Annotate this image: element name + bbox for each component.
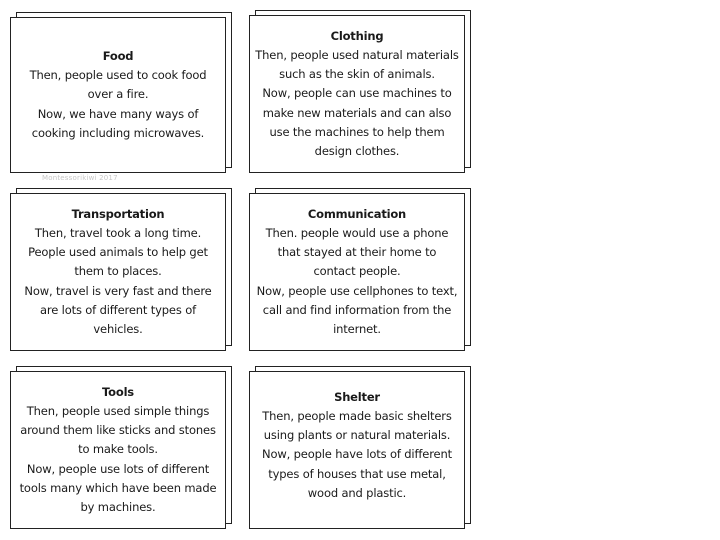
card-line: make new materials and can also [262, 105, 452, 120]
card-line: Now, people have lots of different [262, 447, 452, 462]
card-line: use the machines to help them [269, 124, 445, 139]
card-line: People used animals to help get [28, 245, 208, 260]
card-title: Tools [102, 384, 134, 399]
card-line: Then, people used to cook food [29, 68, 207, 83]
card-line: Then, people used simple things [26, 403, 210, 418]
card-title: Clothing [330, 28, 384, 43]
card-frame-front [249, 371, 465, 529]
card-line: Then, people used natural materials [255, 47, 459, 62]
card-line: Then, travel took a long time. [34, 225, 202, 240]
card-line: are lots of different types of [40, 302, 196, 317]
card-transportation [10, 188, 232, 351]
card-line: types of houses that use metal, [268, 466, 446, 481]
card-line: internet. [333, 321, 381, 336]
card-title: Transportation [71, 206, 165, 221]
card-title: Food [102, 49, 134, 64]
card-line: contact people. [313, 264, 401, 279]
card-line: Now, people use lots of different [26, 461, 210, 476]
card-line: by machines. [80, 499, 156, 514]
card-clothing [249, 10, 471, 173]
card-title: Communication [307, 206, 407, 221]
card-line: cooking including microwaves. [31, 125, 205, 140]
card-line: Then, people made basic shelters [262, 409, 452, 423]
card-communication [249, 188, 471, 351]
card-tools [10, 366, 232, 529]
card-line: over a fire. [87, 87, 149, 102]
card-line: using plants or natural materials. [263, 428, 451, 443]
card-frame-front [10, 193, 226, 351]
card-frame-front [10, 371, 226, 529]
card-line: them to places. [74, 264, 162, 279]
card-line: tools many which have been made [19, 480, 217, 495]
card-frame-front [10, 17, 226, 173]
card-line: Now, people can use machines to [262, 86, 452, 101]
card-line: Now, travel is very fast and there [24, 283, 212, 298]
card-line: such as the skin of animals. [279, 67, 435, 82]
card-shelter [249, 366, 471, 529]
card-line: Then. people would use a phone [265, 225, 449, 240]
card-line: Now, we have many ways of [37, 106, 199, 121]
card-frame-front [249, 15, 465, 173]
card-frame-front [249, 193, 465, 351]
card-line: vehicles. [93, 321, 143, 336]
card-line: to make tools. [78, 442, 158, 457]
watermark: Montessorikiwi 2017 [42, 174, 118, 182]
card-line: call and find information from the [262, 302, 452, 317]
card-line: wood and plastic. [307, 485, 407, 500]
card-title: Shelter [334, 390, 380, 404]
card-line: that stayed at their home to [277, 245, 437, 260]
card-line: Now, people use cellphones to text, [256, 283, 458, 298]
card-line: design clothes. [314, 143, 400, 158]
card-food [10, 12, 232, 173]
card-line: around them like sticks and stones [20, 423, 216, 438]
